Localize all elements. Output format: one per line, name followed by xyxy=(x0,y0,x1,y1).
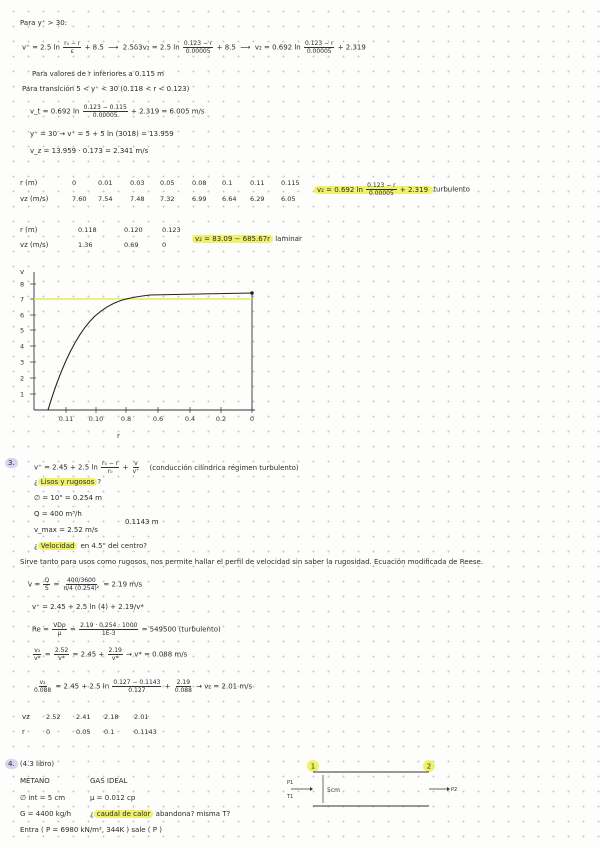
heading-y-plus: Para y⁺ > 30: xyxy=(20,19,68,27)
laminar-equation: v₂ = 83.09 − 685.67r laminar xyxy=(192,235,302,244)
graph-x-label: r xyxy=(117,432,120,440)
friction-velocity-equation: $\frac{\text{v₂}}{v*}$ = $\frac{2.52}{v*}$ = 2.45 + $\frac{2.19}{v*}$ → v* = 0.088 m/s xyxy=(34,647,188,662)
table3-v-cell: 2.52 xyxy=(46,713,61,721)
table1-r-cell: 0.08 xyxy=(192,179,207,187)
question-heat-flow: ¿ caudal de calor abandona? misma T? xyxy=(90,810,231,818)
methane: METANO xyxy=(20,777,50,785)
table1-v-cell: 7.32 xyxy=(160,195,175,203)
velocity-equation-log-law: v⁺ = 2.5 ln $\frac{\text{r₀ − r}}{\varepsilon}$ + 8.5 ⟶ 2.5δ3v₂ = 2.5 ln $\frac{0.123 - r}{0.00005}$ + 8.5 ⟶ v₂ = 0.692 ln $\frac{0.123 - r}{0.00005}$ + 2.319 xyxy=(22,40,366,55)
section-3-number: 3. xyxy=(5,459,18,468)
section-4-header: 4. (4.3 libro) xyxy=(5,760,54,769)
graph-y-tick-label: 1 xyxy=(20,390,25,399)
table2-v-label: vz (m/s) xyxy=(20,241,49,249)
pipe-diagram xyxy=(283,758,463,814)
graph-y-tick-label: 3 xyxy=(20,358,25,367)
diameter: ∅ = 10" = 0.254 m xyxy=(34,494,102,502)
graph-end-point xyxy=(250,291,254,295)
table1-v-cell: 7.48 xyxy=(130,195,145,203)
note-r-values: Para valores de r inferiores a 0.115 m xyxy=(32,70,164,78)
graph-y-tick-label: 8 xyxy=(20,280,25,289)
graph-velocity-curve xyxy=(48,293,252,410)
ideal-gas: GAS IDEAL xyxy=(90,777,128,785)
table2-v-cell: 0.69 xyxy=(124,241,139,249)
vz-at-r-equation: $\frac{\text{v₂}}{0.088}$ = 2.45 + 2.5 ln $\frac{0.127 - 0.1143}{0.127}$ + $\frac{2.19}{0.088}$ → v₂ = 2.01 m/s xyxy=(34,679,253,694)
table2-v-cell: 0 xyxy=(162,241,167,249)
mean-velocity-equation: v = $\frac{Q}{S}$ = $\frac{400/3600}{\text{π/4 (0.254)²}}$ = 2.19 m/s xyxy=(28,577,143,592)
graph-x-tick-label: 0.6 xyxy=(152,415,164,423)
regime-laminar: laminar xyxy=(275,235,302,243)
fig-t1: T1 xyxy=(287,794,294,800)
viscosity: μ = 0.012 cp xyxy=(90,794,136,802)
inner-diameter: ∅ int = 5 cm xyxy=(20,794,66,802)
regime-turbulent: turbulento xyxy=(433,185,470,194)
note-transition: Para transición 5 < y⁺ < 30 (0.118 < r < 0.123) xyxy=(22,85,190,93)
graph-x-tick-label: 0.8 xyxy=(120,415,132,423)
table2-r-cell: 0.118 xyxy=(78,226,97,234)
yplus-equation: y⁺ = 30 → v⁺ = 5 + 5 ln (3018) = 13.959 xyxy=(30,130,174,138)
graph-x-tick-label: 0.10 xyxy=(88,415,104,423)
reese-equation: v⁺ = 2.45 + 2.5 ln $\frac{\text{r₀ − r}}{\text{r₀}}$ + $\frac{v}{v^+}$ (conducción cilíndrica régimen turbulento) xyxy=(34,460,299,475)
table1-r-cell: 0.115 xyxy=(281,179,300,187)
vz-equation: v_z = 13.959 · 0.173 = 2.341 m/s xyxy=(30,147,149,155)
table3-r-label: r xyxy=(22,728,25,736)
reynolds-equation: Re = $\frac{\text{VDρ}}{\mu}$ = $\frac{2.19 \cdot 0.254 \cdot 1000}{1E-3}$ = 549500 (turbulento) xyxy=(32,622,221,637)
graph-y-tick-label: 7 xyxy=(20,295,25,304)
graph-x-tick-label: 0.11 xyxy=(58,415,74,423)
fig-p2: P2 xyxy=(451,787,458,793)
graph-y-tick-label: 6 xyxy=(20,311,25,320)
mass-flow: G = 4400 kg/h xyxy=(20,810,72,818)
annotation-radius: 0.1143 m xyxy=(125,518,159,526)
fig-label-1: 1 xyxy=(310,762,316,771)
table1-r-cell: 0.03 xyxy=(130,179,145,187)
table2-r-label: r (m) xyxy=(20,226,38,234)
table1-r-label: r (m) xyxy=(20,179,38,187)
question-velocity: ¿ Velocidad en 4.5" del centro? xyxy=(34,542,147,550)
graph-x-tick-label: 0.2 xyxy=(215,415,227,423)
table1-r-cell: 0.1 xyxy=(222,179,233,187)
graph-y-tick-label: 2 xyxy=(20,374,25,383)
turbulent-equation: v₂ = 0.692 ln $\frac{0.123 - r}{0.00005}$ + 2.319 turbulento xyxy=(314,182,470,197)
table1-r-cell: 0 xyxy=(72,179,77,187)
graph-x-tick-label: 0.4 xyxy=(184,415,196,423)
table2-v-cell: 1.36 xyxy=(78,241,93,249)
table2-r-cell: 0.120 xyxy=(124,226,143,234)
graph-y-tick-label: 5 xyxy=(20,326,25,335)
vplus-equation: v⁺ = 2.45 + 2.5 ln (4) + 2.19/v* xyxy=(32,603,144,611)
table1-v-cell: 6.29 xyxy=(250,195,265,203)
graph-x-tick-label: 0 xyxy=(249,415,255,423)
table3-v-cell: 2.41 xyxy=(76,713,91,721)
table3-r-cell: 0 xyxy=(46,728,51,736)
question-smooth-rough: ¿ Lisos y rugosos ? xyxy=(34,478,102,486)
table3-r-cell: 0.1 xyxy=(104,728,115,736)
table3-v-cell: 2.01 xyxy=(134,713,149,721)
v-max: v_max = 2.52 m/s xyxy=(34,526,98,534)
table3-v-label: vz xyxy=(22,713,30,721)
table1-v-cell: 6.64 xyxy=(222,195,237,203)
graph-y-label: v xyxy=(20,268,25,276)
explanation-text: Sirve tanto para usos como rugosos, nos permite hallar el perfil de velocidad sin saber la rugosidad. Ecuación modificada de Reese. xyxy=(20,558,484,566)
graph-y-tick-label: 4 xyxy=(20,342,25,351)
table3-r-cell: 0.05 xyxy=(76,728,91,736)
inlet-outlet-conditions: Entra ( P = 6980 kN/m², 344K ) sale ( P ) xyxy=(20,826,162,834)
table1-v-cell: 6.99 xyxy=(192,195,207,203)
table1-r-cell: 0.01 xyxy=(98,179,113,187)
flow-rate: Q = 400 m³/h xyxy=(34,510,82,518)
fig-diameter: 5cm xyxy=(327,787,340,794)
table3-v-cell: 2.18 xyxy=(104,713,119,721)
table2-r-cell: 0.123 xyxy=(162,226,181,234)
table1-r-cell: 0.05 xyxy=(160,179,175,187)
fig-label-2: 2 xyxy=(426,762,432,771)
vt-equation: v_t = 0.692 ln $\frac{0.123 - 0.115}{0.00005}$ + 2.319 = 6.005 m/s xyxy=(30,104,205,119)
table3-r-cell: 0.1143 xyxy=(134,728,157,736)
table1-v-cell: 7.54 xyxy=(98,195,113,203)
table1-v-cell: 7.60 xyxy=(72,195,87,203)
table1-v-cell: 6.05 xyxy=(281,195,296,203)
table1-v-label: vz (m/s) xyxy=(20,195,49,203)
fig-p1: P1 xyxy=(287,780,294,786)
table1-r-cell: 0.11 xyxy=(250,179,265,187)
